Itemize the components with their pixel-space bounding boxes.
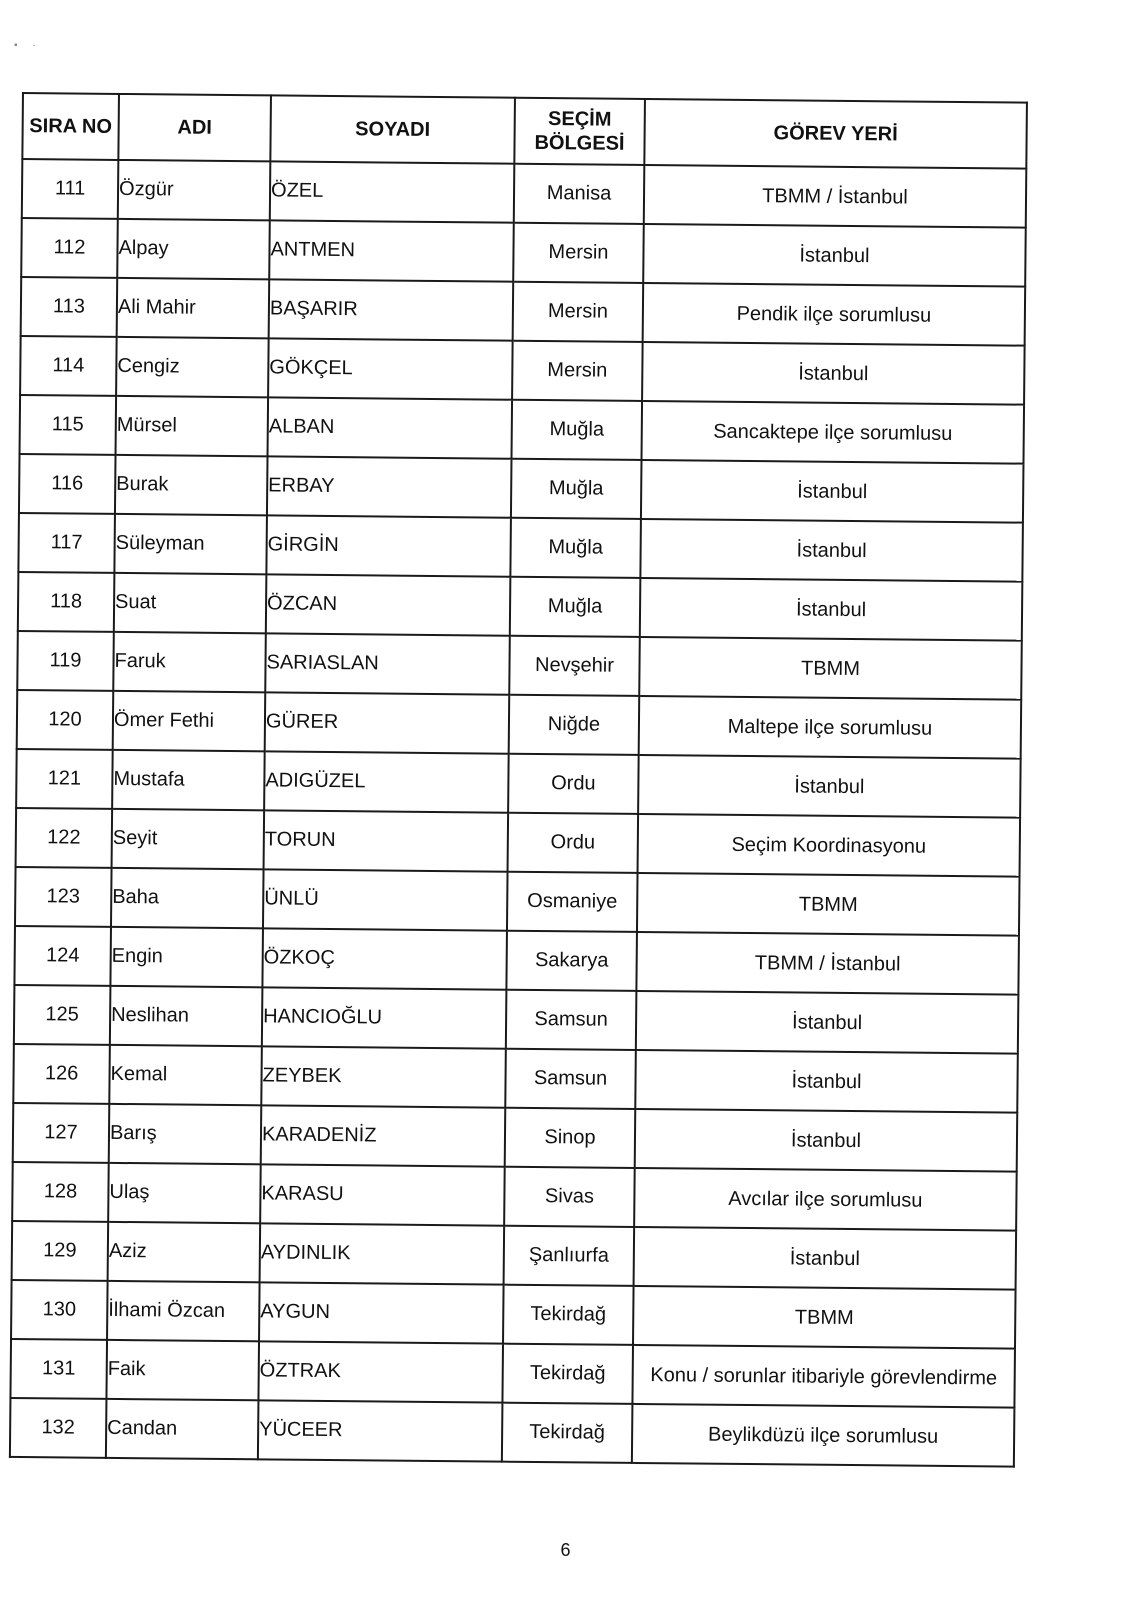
first-name: Neslihan [110, 986, 263, 1046]
election-region: Manisa [514, 164, 645, 224]
election-region: Ordu [508, 813, 639, 873]
duty-location: İstanbul [640, 578, 1023, 641]
row-number: 130 [11, 1280, 108, 1340]
surname: YÜCEER [258, 1400, 503, 1461]
election-region: Tekirdağ [502, 1344, 633, 1404]
row-number: 119 [17, 631, 114, 691]
row-number: 132 [10, 1398, 107, 1458]
duty-location: İstanbul [640, 519, 1023, 582]
table-row [14, 985, 1019, 1054]
first-name: Barış [109, 1104, 262, 1164]
row-number: 111 [22, 159, 119, 219]
duty-location: TBMM / İstanbul [644, 165, 1027, 228]
surname: ADIGÜZEL [264, 751, 509, 812]
surname: HANCIOĞLU [262, 987, 507, 1048]
header-secim-bolgesi-line1: SEÇİM [547, 108, 612, 131]
row-number: 124 [14, 926, 111, 986]
row-number: 128 [12, 1162, 109, 1222]
surname: AYGUN [259, 1282, 504, 1343]
first-name: Engin [110, 927, 263, 987]
page-number: 6 [560, 1540, 571, 1560]
surname: ÖZTRAK [258, 1341, 503, 1402]
row-number: 129 [12, 1221, 109, 1281]
first-name: Mürsel [116, 396, 269, 456]
first-name: Suat [114, 573, 267, 633]
table-row [20, 336, 1025, 405]
surname: ALBAN [268, 397, 513, 458]
table-row [21, 218, 1026, 287]
table-row [18, 513, 1023, 582]
personnel-table [9, 92, 1028, 1468]
table-row [21, 277, 1026, 346]
duty-location: İstanbul [635, 1050, 1018, 1113]
table-row [13, 1103, 1018, 1172]
election-region: Sinop [505, 1108, 636, 1168]
first-name: Candan [106, 1399, 259, 1459]
election-region: Şanlıurfa [504, 1226, 635, 1286]
first-name: Süleyman [114, 514, 267, 574]
table-body [10, 159, 1026, 1467]
first-name: Seyit [112, 809, 265, 869]
election-region: Tekirdağ [503, 1285, 634, 1345]
table-row [17, 690, 1022, 759]
election-region: Ordu [508, 754, 639, 814]
duty-location: İstanbul [641, 460, 1024, 523]
election-region: Mersin [512, 341, 643, 401]
duty-location: Avcılar ilçe sorumlusu [634, 1168, 1017, 1231]
duty-location: TBMM [637, 873, 1020, 936]
table-row [16, 749, 1021, 818]
surname: AYDINLIK [260, 1223, 505, 1284]
surname: ANTMEN [269, 220, 514, 281]
row-number: 131 [10, 1339, 107, 1399]
header-adi: ADI [118, 94, 271, 161]
first-name: Aziz [108, 1222, 261, 1282]
duty-location: Pendik ilçe sorumlusu [643, 283, 1026, 346]
row-number: 121 [16, 749, 113, 809]
duty-location: Konu / sorunlar itibariyle görevlendirme [632, 1345, 1015, 1408]
duty-location: İstanbul [643, 224, 1026, 287]
row-number: 114 [20, 336, 117, 396]
table-row [18, 572, 1023, 641]
surname: BAŞARIR [269, 279, 514, 340]
header-sira-no: SIRA NO [22, 93, 119, 160]
surname: KARADENİZ [261, 1105, 506, 1166]
first-name: Ali Mahir [117, 278, 270, 338]
row-number: 112 [21, 218, 118, 278]
duty-location: TBMM [633, 1286, 1016, 1349]
table-row [14, 926, 1019, 995]
surname: ÖZKOÇ [262, 928, 507, 989]
duty-location: Beylikdüzü ilçe sorumlusu [632, 1404, 1015, 1467]
row-number: 117 [18, 513, 115, 573]
row-number: 127 [13, 1103, 110, 1163]
table-row [13, 1044, 1018, 1113]
first-name: Ulaş [108, 1163, 261, 1223]
election-region: Tekirdağ [502, 1403, 633, 1463]
duty-location: İstanbul [634, 1227, 1017, 1290]
row-number: 126 [13, 1044, 110, 1104]
header-secim-bolgesi [514, 98, 645, 165]
row-number: 116 [19, 454, 116, 514]
duty-location: İstanbul [635, 1109, 1018, 1172]
table-row [12, 1221, 1017, 1290]
first-name: Özgür [118, 160, 271, 220]
election-region: Muğla [510, 518, 641, 578]
surname: ÖZEL [270, 161, 515, 222]
first-name: Baha [111, 868, 264, 928]
duty-location: İstanbul [638, 755, 1021, 818]
table-row [19, 454, 1024, 523]
table-row [16, 808, 1021, 877]
election-region: Samsun [506, 990, 637, 1050]
header-soyadi: SOYADI [270, 95, 515, 163]
row-number: 125 [14, 985, 111, 1045]
first-name: Ömer Fethi [113, 691, 266, 751]
table-row [10, 1339, 1015, 1408]
first-name: İlhami Özcan [107, 1281, 260, 1341]
duty-location: İstanbul [642, 342, 1025, 405]
election-region: Sakarya [506, 931, 637, 991]
row-number: 120 [17, 690, 114, 750]
table-row [11, 1280, 1016, 1349]
first-name: Cengiz [116, 337, 269, 397]
duty-location: TBMM / İstanbul [636, 932, 1019, 995]
table-header-row [22, 93, 1027, 169]
election-region: Nevşehir [509, 636, 640, 696]
election-region: Osmaniye [507, 872, 638, 932]
table-row [12, 1162, 1017, 1231]
duty-location: Maltepe ilçe sorumlusu [639, 696, 1022, 759]
header-gorev-yeri: GÖREV YERİ [644, 99, 1027, 169]
table-row [17, 631, 1022, 700]
table-row [15, 867, 1020, 936]
row-number: 123 [15, 867, 112, 927]
surname: ÜNLÜ [263, 869, 508, 930]
surname: SARIASLAN [265, 633, 510, 694]
duty-location: Sancaktepe ilçe sorumlusu [641, 401, 1024, 464]
row-number: 113 [21, 277, 118, 337]
surname: KARASU [260, 1164, 505, 1225]
first-name: Burak [115, 455, 268, 515]
table-row [22, 159, 1027, 228]
first-name: Faik [106, 1340, 259, 1400]
election-region: Mersin [513, 223, 644, 283]
election-region: Mersin [513, 282, 644, 342]
table-row [10, 1398, 1015, 1467]
first-name: Alpay [117, 219, 270, 279]
election-region: Muğla [510, 577, 641, 637]
duty-location: Seçim Koordinasyonu [638, 814, 1021, 877]
surname: ÖZCAN [266, 574, 511, 635]
duty-location: İstanbul [636, 991, 1019, 1054]
first-name: Kemal [109, 1045, 262, 1105]
document-sheet [9, 92, 1026, 1468]
duty-location: TBMM [639, 637, 1022, 700]
row-number: 118 [18, 572, 115, 632]
surname: ZEYBEK [261, 1046, 506, 1107]
election-region: Niğde [509, 695, 640, 755]
surname: TORUN [264, 810, 509, 871]
row-number: 115 [20, 395, 117, 455]
election-region: Muğla [511, 459, 642, 519]
first-name: Faruk [113, 632, 266, 692]
table-row [20, 395, 1025, 464]
scan-artifact: ▪ · [14, 40, 42, 51]
row-number: 122 [16, 808, 113, 868]
surname: GÜRER [265, 692, 510, 753]
election-region: Sivas [504, 1167, 635, 1227]
election-region: Muğla [512, 400, 643, 460]
header-secim-bolgesi-line2: BÖLGESİ [534, 131, 625, 155]
first-name: Mustafa [112, 750, 265, 810]
surname: ERBAY [267, 456, 512, 517]
surname: GİRGİN [266, 515, 511, 576]
surname: GÖKÇEL [268, 338, 513, 399]
election-region: Samsun [505, 1049, 636, 1109]
